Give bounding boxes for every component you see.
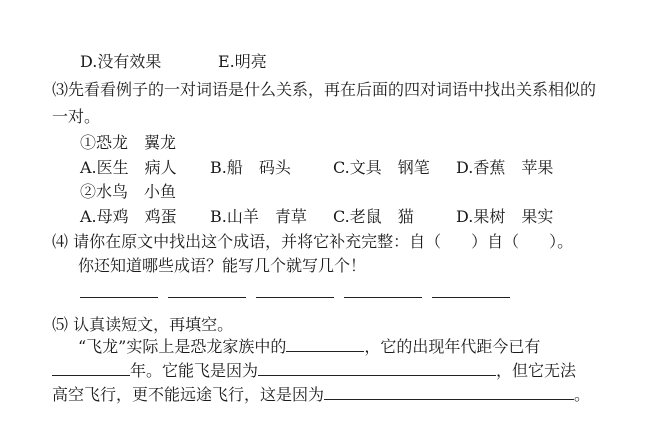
q3-prompt: ⑶先看看例子的一对词语是什么关系，再在后面的四对词语中找出关系相似的 — [52, 80, 597, 99]
q3-ex2-option-a: A.母鸡 鸡蛋 — [80, 207, 177, 226]
q3-ex1-option-a: A.医生 病人 — [80, 158, 177, 177]
q5-text-2b: ，但它无法 — [496, 361, 577, 380]
q4-prompt-b: ）自（ — [471, 232, 520, 251]
q5-text-3a: 高空飞行，更不能远途飞行，这是因为 — [52, 385, 325, 404]
q5-title: ⑸ 认真读短文，再填空。 — [52, 315, 234, 334]
idiom-answer-line-5[interactable] — [432, 297, 510, 298]
q5-line-2 — [52, 361, 576, 381]
q3-example-1: ①恐龙 翼龙 — [80, 133, 177, 152]
q5-blank-3[interactable] — [258, 361, 496, 376]
q5-text-1b: ，它的出现年代距今已有 — [364, 337, 541, 356]
q4-prompt-a: ⑷ 请你在原文中找出这个成语，并将它补充完整：自（ — [52, 232, 442, 251]
q5-blank-2[interactable] — [52, 361, 130, 376]
q5-blank-4[interactable] — [324, 385, 574, 400]
idiom-answer-line-2[interactable] — [168, 297, 246, 298]
q4-prompt-line2: 你还知道哪些成语？能写几个就写几个！ — [78, 256, 367, 275]
q5-line-3 — [52, 385, 590, 405]
q5-line-1 — [78, 337, 540, 357]
q3-ex1-option-b: B.船 码头 — [210, 158, 291, 177]
idiom-answer-line-3[interactable] — [256, 297, 334, 298]
q5-blank-1[interactable] — [286, 337, 364, 352]
q5-text-2a: 年。它能飞是因为 — [130, 361, 259, 380]
q4-prompt — [52, 232, 573, 252]
q3-ex2-option-b: B.山羊 青草 — [210, 207, 307, 226]
q3-ex2-option-c: C.老鼠 猫 — [333, 207, 414, 226]
q2-option-d: D.没有效果 — [80, 52, 162, 71]
q3-prompt-cont: 一对。 — [52, 107, 101, 126]
q2-option-e: E.明亮 — [218, 52, 267, 71]
q3-example-2: ②水鸟 小鱼 — [80, 182, 177, 201]
q5-text-1a: “飞龙”实际上是恐龙家族中的 — [78, 337, 287, 356]
q3-ex2-option-d: D.果树 果实 — [456, 207, 554, 226]
q3-ex1-option-d: D.香蕉 苹果 — [456, 158, 554, 177]
idiom-answer-line-1[interactable] — [80, 297, 158, 298]
q4-prompt-c: ）。 — [549, 232, 574, 251]
idiom-answer-line-4[interactable] — [344, 297, 422, 298]
q5-text-3b: 。 — [574, 385, 591, 404]
q3-ex1-option-c: C.文具 钢笔 — [333, 158, 430, 177]
